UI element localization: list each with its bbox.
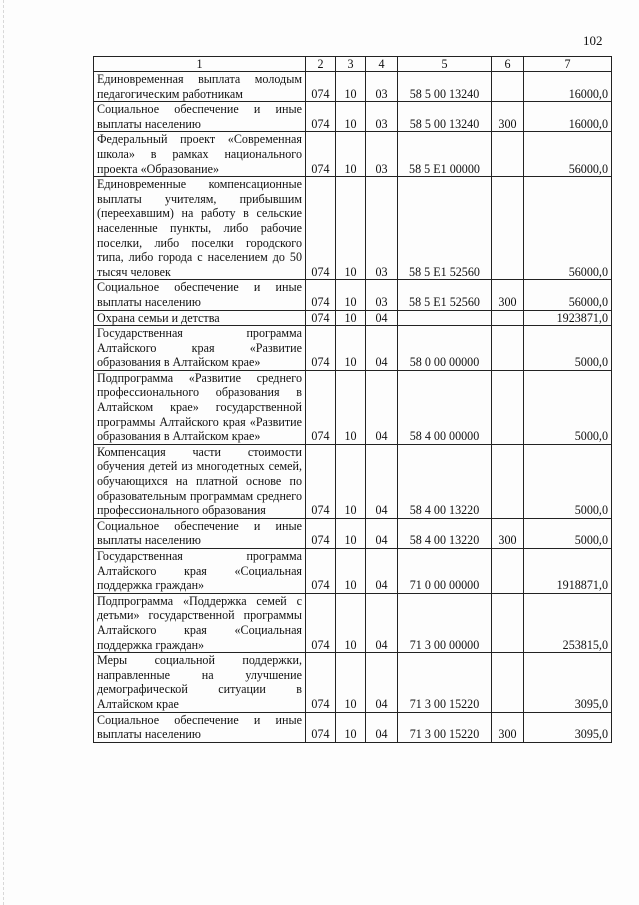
expense-type-cell (492, 593, 524, 652)
item-name-cell: Социальное обеспечение и иные выплаты населению (94, 518, 306, 548)
section-code-cell: 10 (336, 132, 366, 177)
target-code-cell: 58 5 00 13240 (398, 72, 492, 102)
table-row (94, 593, 612, 652)
item-name-cell: Социальное обеспечение и иные выплаты населению (94, 102, 306, 132)
amount-cell: 16000,0 (524, 102, 612, 132)
subsection-code-cell: 04 (366, 549, 398, 594)
subsection-code-cell: 04 (366, 712, 398, 742)
expense-type-cell (492, 132, 524, 177)
expense-type-cell (492, 653, 524, 712)
ministry-code-cell: 074 (306, 177, 336, 280)
expense-type-cell (492, 549, 524, 594)
section-code-cell: 10 (336, 280, 366, 310)
ministry-code-cell: 074 (306, 326, 336, 371)
subsection-code-cell: 04 (366, 326, 398, 371)
target-code-cell: 58 4 00 00000 (398, 370, 492, 444)
item-name-cell: Компенсация части стоимости обучения детей из многодетных семей, обучающихся на платной основе по образовательным программам среднего профессионального образования (94, 444, 306, 518)
table-header-row (94, 57, 612, 72)
subsection-code-cell: 04 (366, 518, 398, 548)
section-code-cell: 10 (336, 102, 366, 132)
table-row (94, 177, 612, 280)
section-code-cell: 10 (336, 518, 366, 548)
page-edge (3, 0, 5, 905)
budget-table (93, 56, 612, 743)
amount-cell: 5000,0 (524, 444, 612, 518)
section-code-cell: 10 (336, 653, 366, 712)
target-code-cell: 71 3 00 00000 (398, 593, 492, 652)
column-header: 6 (492, 57, 524, 72)
ministry-code-cell: 074 (306, 518, 336, 548)
item-name-cell: Подпрограмма «Поддержка семей с детьми» государственной программы Алтайского края «Социальная поддержка граждан» (94, 593, 306, 652)
ministry-code-cell: 074 (306, 132, 336, 177)
subsection-code-cell: 03 (366, 72, 398, 102)
table-row (94, 132, 612, 177)
table-row (94, 326, 612, 371)
subsection-code-cell: 04 (366, 370, 398, 444)
table-row (94, 653, 612, 712)
expense-type-cell (492, 444, 524, 518)
column-header: 2 (306, 57, 336, 72)
column-header: 1 (94, 57, 306, 72)
ministry-code-cell: 074 (306, 102, 336, 132)
expense-type-cell: 300 (492, 518, 524, 548)
section-code-cell: 10 (336, 326, 366, 371)
section-code-cell: 10 (336, 177, 366, 280)
amount-cell: 5000,0 (524, 518, 612, 548)
column-header: 7 (524, 57, 612, 72)
expense-type-cell (492, 310, 524, 326)
item-name-cell: Подпрограмма «Развитие среднего профессионального образования в Алтайском крае» государственной программы Алтайского края «Развитие образования в Алтайском крае» (94, 370, 306, 444)
subsection-code-cell: 04 (366, 310, 398, 326)
table-row (94, 370, 612, 444)
section-code-cell: 10 (336, 310, 366, 326)
amount-cell: 56000,0 (524, 132, 612, 177)
subsection-code-cell: 03 (366, 280, 398, 310)
amount-cell: 1923871,0 (524, 310, 612, 326)
target-code-cell: 58 5 E1 52560 (398, 280, 492, 310)
ministry-code-cell: 074 (306, 712, 336, 742)
subsection-code-cell: 04 (366, 593, 398, 652)
section-code-cell: 10 (336, 549, 366, 594)
expense-type-cell: 300 (492, 712, 524, 742)
table-row (94, 549, 612, 594)
section-code-cell: 10 (336, 712, 366, 742)
item-name-cell: Социальное обеспечение и иные выплаты населению (94, 712, 306, 742)
amount-cell: 253815,0 (524, 593, 612, 652)
table-row (94, 712, 612, 742)
expense-type-cell: 300 (492, 102, 524, 132)
ministry-code-cell: 074 (306, 310, 336, 326)
item-name-cell: Государственная программа Алтайского края «Развитие образования в Алтайском крае» (94, 326, 306, 371)
section-code-cell: 10 (336, 444, 366, 518)
subsection-code-cell: 03 (366, 132, 398, 177)
table-row (94, 310, 612, 326)
page-number: 102 (583, 33, 603, 48)
ministry-code-cell: 074 (306, 72, 336, 102)
target-code-cell: 71 0 00 00000 (398, 549, 492, 594)
amount-cell: 1918871,0 (524, 549, 612, 594)
amount-cell: 5000,0 (524, 326, 612, 371)
expense-type-cell: 300 (492, 280, 524, 310)
section-code-cell: 10 (336, 370, 366, 444)
ministry-code-cell: 074 (306, 593, 336, 652)
item-name-cell: Федеральный проект «Современная школа» в рамках национального проекта «Образование» (94, 132, 306, 177)
table-row (94, 444, 612, 518)
ministry-code-cell: 074 (306, 280, 336, 310)
column-header: 3 (336, 57, 366, 72)
subsection-code-cell: 04 (366, 444, 398, 518)
amount-cell: 3095,0 (524, 712, 612, 742)
item-name-cell: Социальное обеспечение и иные выплаты населению (94, 280, 306, 310)
table-row (94, 72, 612, 102)
target-code-cell: 58 5 00 13240 (398, 102, 492, 132)
item-name-cell: Единовременная выплата молодым педагогическим работникам (94, 72, 306, 102)
item-name-cell: Государственная программа Алтайского края «Социальная поддержка граждан» (94, 549, 306, 594)
expense-type-cell (492, 326, 524, 371)
section-code-cell: 10 (336, 593, 366, 652)
ministry-code-cell: 074 (306, 549, 336, 594)
target-code-cell: 58 5 E1 00000 (398, 132, 492, 177)
target-code-cell (398, 310, 492, 326)
target-code-cell: 71 3 00 15220 (398, 712, 492, 742)
ministry-code-cell: 074 (306, 653, 336, 712)
expense-type-cell (492, 177, 524, 280)
amount-cell: 56000,0 (524, 280, 612, 310)
subsection-code-cell: 03 (366, 102, 398, 132)
column-header: 5 (398, 57, 492, 72)
amount-cell: 16000,0 (524, 72, 612, 102)
table-row (94, 102, 612, 132)
table-body (94, 72, 612, 743)
subsection-code-cell: 03 (366, 177, 398, 280)
target-code-cell: 58 4 00 13220 (398, 518, 492, 548)
expense-type-cell (492, 370, 524, 444)
target-code-cell: 58 5 E1 52560 (398, 177, 492, 280)
item-name-cell: Охрана семьи и детства (94, 310, 306, 326)
target-code-cell: 58 0 00 00000 (398, 326, 492, 371)
item-name-cell: Единовременные компенсационные выплаты учителям, прибывшим (переехавшим) на работу в сельские населенные пункты, либо рабочие поселки, либо поселки городского типа, либо города с населением до 50 тысяч человек (94, 177, 306, 280)
amount-cell: 56000,0 (524, 177, 612, 280)
amount-cell: 5000,0 (524, 370, 612, 444)
column-header: 4 (366, 57, 398, 72)
target-code-cell: 58 4 00 13220 (398, 444, 492, 518)
section-code-cell: 10 (336, 72, 366, 102)
ministry-code-cell: 074 (306, 370, 336, 444)
ministry-code-cell: 074 (306, 444, 336, 518)
expense-type-cell (492, 72, 524, 102)
table-row (94, 280, 612, 310)
target-code-cell: 71 3 00 15220 (398, 653, 492, 712)
subsection-code-cell: 04 (366, 653, 398, 712)
amount-cell: 3095,0 (524, 653, 612, 712)
table-row (94, 518, 612, 548)
item-name-cell: Меры социальной поддержки, направленные на улучшение демографической ситуации в Алтайском крае (94, 653, 306, 712)
